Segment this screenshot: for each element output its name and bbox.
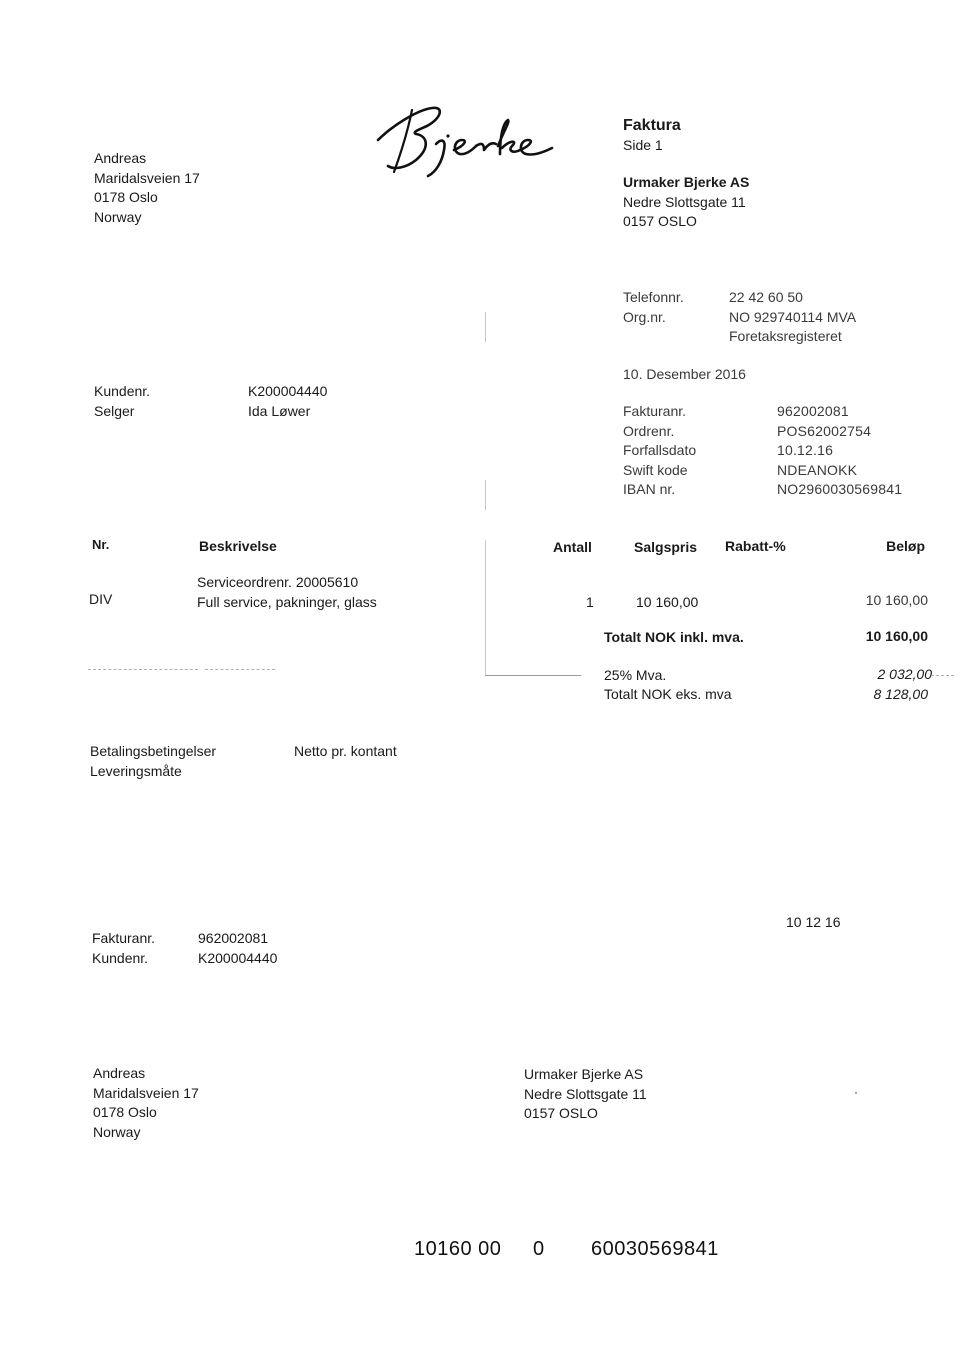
slip-payer-address <box>93 1064 199 1142</box>
customer-info-values <box>248 382 327 421</box>
table-divider <box>485 540 486 675</box>
slip-payer-country: Norway <box>93 1123 141 1140</box>
slip-invoice-no-value: 962002081 <box>198 930 269 946</box>
seller-person-value: Ida Løwer <box>248 402 311 419</box>
total-excl-label: Totalt NOK eks. mva <box>604 686 732 702</box>
ocr-amount: 10160 00 <box>414 1238 502 1260</box>
phone-value: 22 42 60 50 <box>729 289 803 305</box>
due-date-label: Forfallsdato <box>623 442 697 458</box>
invoice-info-labels <box>623 402 696 500</box>
row-description <box>197 573 377 612</box>
scan-dash <box>205 669 275 671</box>
payment-terms-value: Netto pr. kontant <box>294 743 397 759</box>
iban-label: IBAN nr. <box>623 481 676 497</box>
phone-label: Telefonnr. <box>623 289 684 305</box>
scan-dash <box>88 669 198 671</box>
total-excl-value: 8 128,00 <box>873 686 928 702</box>
total-incl-label: Totalt NOK inkl. mva. <box>604 629 744 645</box>
invoice-no-value: 962002081 <box>777 403 849 419</box>
vat-label: 25% Mva. <box>604 667 667 683</box>
slip-payee-address <box>524 1065 647 1124</box>
col-header-quantity: Antall <box>553 539 592 555</box>
ocr-check-digit: 0 <box>533 1238 545 1260</box>
seller-postal: 0157 OSLO <box>623 213 697 229</box>
slip-payer-name: Andreas <box>93 1065 146 1081</box>
scan-line <box>485 312 486 342</box>
customer-no-label: Kundenr. <box>94 383 151 399</box>
slip-payee-postal: 0157 OSLO <box>524 1105 598 1121</box>
org-label: Org.nr. <box>623 308 666 325</box>
customer-country: Norway <box>94 208 142 225</box>
col-header-discount: Rabatt-% <box>725 538 786 554</box>
seller-street: Nedre Slottsgate 11 <box>623 193 746 210</box>
ocr-account: 60030569841 <box>591 1238 719 1260</box>
slip-payee-name: Urmaker Bjerke AS <box>524 1066 644 1082</box>
contact-values <box>729 288 856 347</box>
customer-street: Maridalsveien 17 <box>94 169 200 186</box>
seller-name: Urmaker Bjerke AS <box>623 174 750 190</box>
col-header-description: Beskrivelse <box>199 538 277 554</box>
total-incl-value: 10 160,00 <box>865 628 928 644</box>
slip-customer-no-value: K200004440 <box>198 949 278 966</box>
scan-line <box>485 480 486 510</box>
slip-values <box>198 929 277 968</box>
slip-customer-no-label: Kundenr. <box>92 949 149 966</box>
terms-labels <box>90 742 216 781</box>
col-header-amount: Beløp <box>886 538 925 554</box>
slip-payer-postal: 0178 Oslo <box>93 1104 157 1120</box>
swift-value: NDEANOKK <box>777 461 858 478</box>
slip-payer-street: Maridalsveien 17 <box>93 1084 199 1101</box>
customer-postal: 0178 Oslo <box>94 189 158 205</box>
contact-labels <box>623 288 684 327</box>
order-no-value: POS62002754 <box>777 422 872 439</box>
invoice-info-values <box>777 402 902 500</box>
swift-label: Swift kode <box>623 461 688 478</box>
row-desc-line1: Serviceordrenr. 20005610 <box>197 574 359 590</box>
row-quantity: 1 <box>586 594 594 610</box>
invoice-header <box>623 116 681 156</box>
customer-no-value: K200004440 <box>248 383 328 399</box>
slip-payee-street: Nedre Slottsgate 11 <box>524 1085 647 1102</box>
seller-person-label: Selger <box>94 402 135 419</box>
page-number: Side 1 <box>623 137 663 153</box>
slip-invoice-no-label: Fakturanr. <box>92 930 156 946</box>
row-desc-line2: Full service, pakninger, glass <box>197 593 377 610</box>
registry-text: Foretaksregisteret <box>729 328 842 344</box>
col-header-nr: Nr. <box>92 537 110 552</box>
row-price: 10 160,00 <box>636 594 699 610</box>
invoice-no-label: Fakturanr. <box>623 403 687 419</box>
slip-labels <box>92 929 155 968</box>
col-header-price: Salgspris <box>634 539 698 555</box>
invoice-title: Faktura <box>623 117 681 134</box>
vat-value: 2 032,00 <box>788 666 932 682</box>
payment-terms-label: Betalingsbetingelser <box>90 743 217 759</box>
row-amount: 10 160,00 <box>865 592 928 608</box>
customer-address <box>94 149 200 227</box>
invoice-date: 10. Desember 2016 <box>623 366 746 382</box>
bjerke-logo-signature-icon <box>372 100 582 180</box>
due-date-value: 10.12.16 <box>777 442 834 458</box>
customer-info-labels <box>94 382 150 421</box>
iban-value: NO2960030569841 <box>777 481 903 497</box>
table-underline <box>485 675 581 676</box>
org-value: NO 929740114 MVA <box>729 308 857 325</box>
seller-address <box>623 173 749 232</box>
scan-speck <box>855 1092 857 1094</box>
slip-date: 10 12 16 <box>786 914 841 930</box>
delivery-method-label: Leveringsmåte <box>90 762 182 779</box>
customer-name: Andreas <box>94 150 147 166</box>
order-no-label: Ordrenr. <box>623 422 675 439</box>
bjerke-logo <box>372 100 582 180</box>
row-nr: DIV <box>89 591 113 607</box>
